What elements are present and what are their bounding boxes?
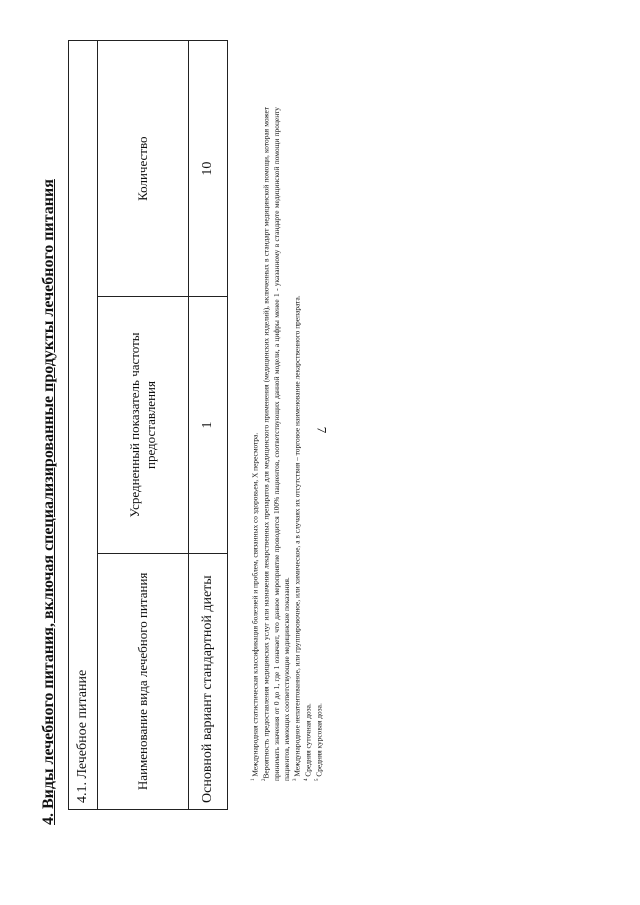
cell-diet-name: Основной вариант стандартной диеты [189,553,228,809]
footnote-5: $^5$ Средняя курсовая доза. [314,703,324,781]
table-header-row [98,41,189,810]
footnotes [250,107,325,797]
section-title: 4. Виды лечебного питания, включая специализированные продукты лечебного питания [40,179,57,825]
rotated-page-content [40,40,324,840]
cell-quantity: 10 [189,41,228,297]
header-diet-name: Наименование вида лечебного питания [98,553,189,809]
table-subheading: 4.1. Лечебное питание [69,41,98,810]
table-row [189,41,228,810]
footnote-3: $^3$ Международное непатентованное, или группировочное, или химическое, а в случаях их отсутствия – торговое наименование лекарственного препарата. [292,295,302,781]
table-subheading-row [69,41,98,810]
page-number: 7 [314,426,330,434]
cell-frequency: 1 [189,297,228,553]
footnote-2: $^2$Вероятность предоставления медицинских услуг или назначения лекарственных препаратов для медицинского применения (медицинских изделий), включенных в стандарт медицинской помощи, которая может принимать значения от 0 до 1, где 1 означает, что данное мероприятие проводится 100% пациентов, соответствующих данной модели, а цифры менее 1 - указанному в стандарте медицинской помощи проценту пациентов, имеющих соответствующие медицинские показания. [261,107,292,781]
diet-table [68,40,228,810]
header-frequency: Усредненный показатель частоты предоставления [98,297,189,553]
footnote-4: $^4$ Средняя суточная доза. [303,703,313,781]
header-quantity: Количество [98,41,189,297]
footnote-1: $^1$ Международная статистическая классификация болезней и проблем, связанных со здоровьем, X пересмотра. [250,432,260,781]
